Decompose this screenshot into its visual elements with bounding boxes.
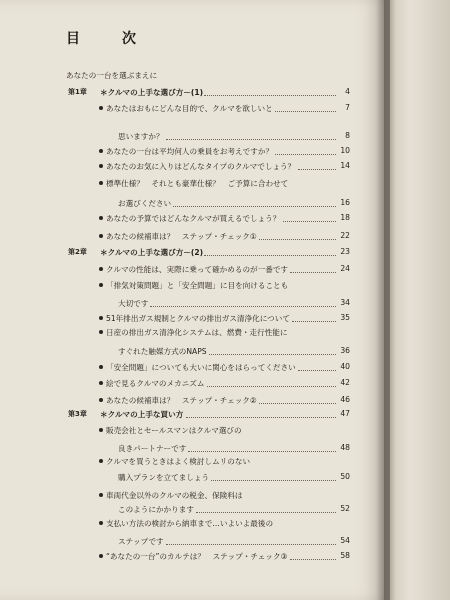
toc-entry-text: 標準仕様？ それとも豪華仕様？ ご予算に合わせて xyxy=(106,179,289,188)
dot-leader xyxy=(204,247,336,256)
page-number: 4 xyxy=(345,87,350,96)
dot-leader xyxy=(259,231,336,240)
page-number: 48 xyxy=(340,443,350,452)
chapter-number: 第3章 xyxy=(68,410,87,418)
toc-entry-text: ＊クルマの上手な選び方－(2) xyxy=(100,248,204,257)
toc-entry-text: すぐれた触媒方式のNAPS xyxy=(118,347,207,356)
toc-entry-text: 「安全問題」についても大いに関心をはらってください xyxy=(106,363,296,372)
toc-entry-text: 思いますか？ xyxy=(118,132,164,141)
dot-leader xyxy=(298,362,336,371)
toc-entry-text: 支払い方法の検討から納車まで…いよいよ最後の xyxy=(106,519,274,528)
dot-leader xyxy=(204,87,336,96)
dot-leader xyxy=(173,198,336,207)
bullet-icon xyxy=(99,428,103,432)
dot-leader xyxy=(275,146,336,155)
dot-leader xyxy=(209,346,336,355)
page-number: 50 xyxy=(340,472,350,481)
bullet-icon xyxy=(99,459,103,463)
toc-entry-text: 大切です xyxy=(118,299,149,308)
toc-entry-text: お選びください xyxy=(118,199,172,208)
bullet-icon xyxy=(99,398,103,402)
bullet-icon xyxy=(99,106,103,110)
page-number: 35 xyxy=(340,313,350,322)
page-number: 52 xyxy=(340,504,350,513)
page-number: 34 xyxy=(340,298,350,307)
toc-entry-text: ＊クルマの上手な買い方 xyxy=(100,410,184,419)
dot-leader xyxy=(186,409,336,418)
toc-entry-text: クルマの性能は、実際に乗って確かめるのが一番です xyxy=(106,265,289,274)
bullet-icon xyxy=(99,164,103,168)
dot-leader xyxy=(290,551,336,560)
toc-entry-text: あなたの候補車は？ ステップ・チェック① xyxy=(106,232,257,241)
bullet-icon xyxy=(99,316,103,320)
toc-entry-text: あなたのお気に入りはどんなタイプのクルマでしょう？ xyxy=(106,162,296,171)
toc-entry-text: あなたの一台は平均何人の乗員をお考えですか？ xyxy=(106,147,274,156)
page-number: 14 xyxy=(340,161,350,170)
toc-entry-text: 購入プランを立てましょう xyxy=(118,473,210,482)
chapter-number: 第1章 xyxy=(68,88,87,96)
page-number: 54 xyxy=(340,536,350,545)
bullet-icon xyxy=(99,234,103,238)
toc-entry-text: あなたはおもにどんな目的で、クルマを欲しいと xyxy=(106,104,273,113)
page-number: 10 xyxy=(340,146,350,155)
bullet-icon xyxy=(99,493,103,497)
bullet-icon xyxy=(99,554,103,558)
page-number: 36 xyxy=(340,346,350,355)
facing-page-edge xyxy=(384,0,450,600)
bullet-icon xyxy=(99,216,103,220)
bullet-icon xyxy=(99,521,103,525)
page-number: 23 xyxy=(340,247,350,256)
toc-entry-text: このようにかかります xyxy=(118,505,194,514)
page-title: 目 次 xyxy=(66,31,150,47)
bullet-icon xyxy=(99,267,103,271)
page-number: 18 xyxy=(340,213,350,222)
toc-entry-text: 「排気対策問題」と「安全問題」に目を向けることも xyxy=(106,281,289,290)
page-number: 24 xyxy=(340,264,350,273)
dot-leader xyxy=(211,472,336,481)
toc-entry-text: “あなたの一台”のカルテは？ ステップ・チェック③ xyxy=(106,552,288,561)
toc-entry-text: 車両代金以外のクルマの税金、保険料は xyxy=(106,491,243,500)
toc-entry-text: ＊クルマの上手な選び方－(1) xyxy=(100,88,204,97)
dot-leader xyxy=(290,264,336,273)
page-number: 46 xyxy=(340,395,350,404)
dot-leader xyxy=(292,313,336,322)
dot-leader xyxy=(196,504,336,513)
dot-leader xyxy=(275,103,336,112)
page-number: 8 xyxy=(345,131,350,140)
toc-entry-text: 絵で見るクルマのメカニズム xyxy=(106,379,205,388)
toc-entry-text: あなたの予算ではどんなクルマが買えるでしょう？ xyxy=(106,214,281,223)
toc-entry-text: 51年排出ガス規制とクルマの排出ガス清浄化について xyxy=(106,314,290,323)
bullet-icon xyxy=(99,381,103,385)
page-number: 40 xyxy=(340,362,350,371)
dot-leader xyxy=(283,213,336,222)
dot-leader xyxy=(166,131,336,140)
toc-entry-text: ステップです xyxy=(118,537,164,546)
toc-entry-text: 販売会社とセールスマンはクルマ選びの xyxy=(106,426,242,435)
bullet-icon xyxy=(99,330,103,334)
dot-leader xyxy=(150,298,336,307)
page-number: 22 xyxy=(340,231,350,240)
spine-shadow xyxy=(376,0,390,600)
toc-entry-text: クルマを買うときはよく検討しムリのない xyxy=(106,457,251,466)
bullet-icon xyxy=(99,283,103,287)
chapter-number: 第2章 xyxy=(68,248,87,256)
dot-leader xyxy=(188,443,336,452)
toc-entry-text: あなたの候補車は？ ステップ・チェック② xyxy=(106,396,257,405)
toc-entry-text: 良きパートナーです xyxy=(118,444,187,453)
page-number: 47 xyxy=(340,409,350,418)
page-number: 7 xyxy=(345,103,350,112)
page-number: 58 xyxy=(340,551,350,560)
bullet-icon xyxy=(99,149,103,153)
toc-entry-text: あなたの一台を選ぶまえに xyxy=(66,71,158,80)
bullet-icon xyxy=(99,365,103,369)
page-number: 16 xyxy=(340,198,350,207)
toc-entry-text: 日産の排出ガス清浄化システムは、燃費・走行性能に xyxy=(106,328,288,337)
page-number: 42 xyxy=(340,378,350,387)
dot-leader xyxy=(298,161,336,170)
bullet-icon xyxy=(99,181,103,185)
dot-leader xyxy=(259,395,336,404)
dot-leader xyxy=(166,536,336,545)
dot-leader xyxy=(207,378,336,387)
